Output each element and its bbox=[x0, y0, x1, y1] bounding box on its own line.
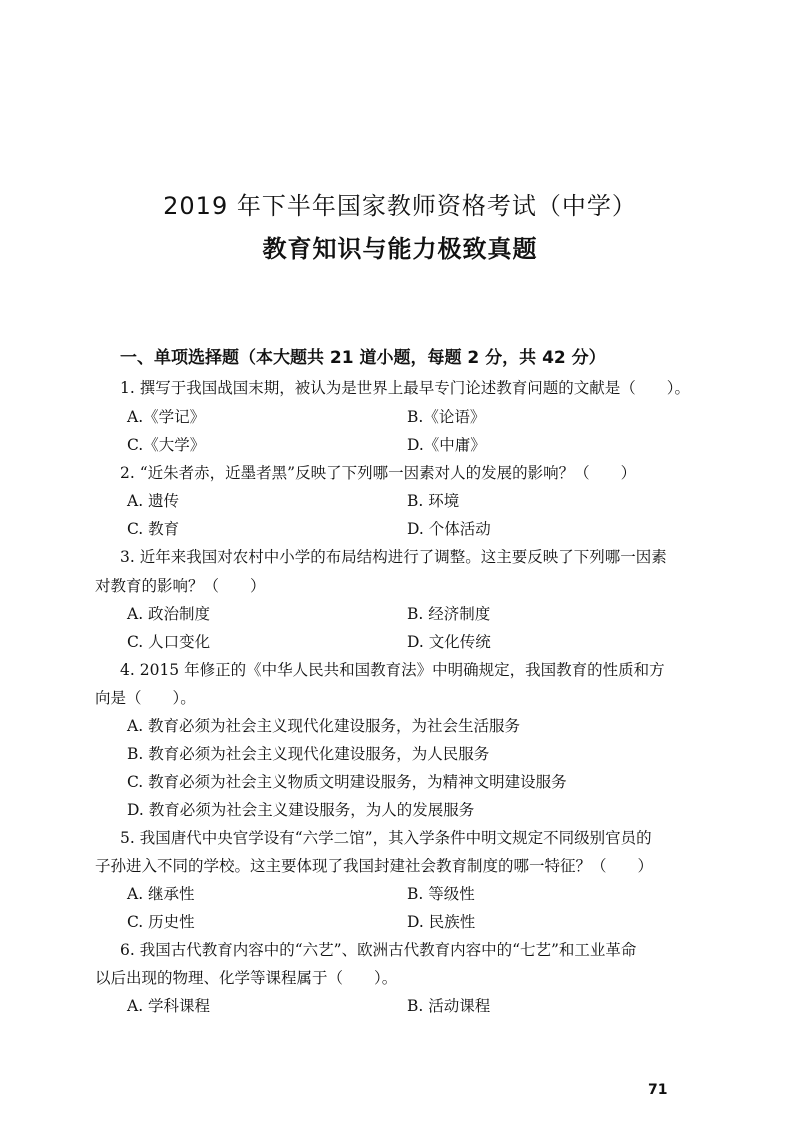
question-2-option-c: C. 教育 bbox=[127, 520, 180, 538]
question-1-option-d: D.《中庸》 bbox=[407, 436, 486, 454]
section-heading: 一、单项选择题（本大题共 21 道小题，每题 2 分，共 42 分） bbox=[120, 348, 606, 368]
page-number: 71 bbox=[648, 1082, 668, 1098]
question-2-option-d: D. 个体活动 bbox=[407, 520, 491, 538]
question-1-option-c: C.《大学》 bbox=[127, 436, 206, 454]
question-5-stem-line-2: 子孙进入不同的学校。这主要体现了我国封建社会教育制度的哪一特征？（ ） bbox=[95, 857, 654, 875]
question-2-option-b: B. 环境 bbox=[407, 492, 460, 510]
title-line-1: 2019 年下半年国家教师资格考试（中学） bbox=[163, 192, 637, 220]
question-1-option-b: B.《论语》 bbox=[407, 408, 486, 426]
question-3-option-d: D. 文化传统 bbox=[407, 633, 491, 651]
question-1-option-a: A.《学记》 bbox=[127, 408, 206, 426]
question-3-option-b: B. 经济制度 bbox=[407, 605, 491, 623]
question-5-stem-line-1: 5. 我国唐代中央官学设有“六学二馆”，其入学条件中明文规定不同级别官员的 bbox=[120, 829, 652, 847]
question-6-stem-line-2: 以后出现的物理、化学等课程属于（ ）。 bbox=[95, 969, 398, 987]
question-6-stem-line-1: 6. 我国古代教育内容中的“六艺”、欧洲古代教育内容中的“七艺”和工业革命 bbox=[120, 941, 637, 959]
question-2-option-a: A. 遗传 bbox=[127, 492, 180, 510]
question-3-stem-line-1: 3. 近年来我国对农村中小学的布局结构进行了调整。这主要反映了下列哪一因素 bbox=[120, 548, 667, 566]
question-1-stem: 1. 撰写于我国战国末期，被认为是世界上最早专门论述教育问题的文献是（ ）。 bbox=[120, 379, 690, 397]
question-5-option-a: A. 继承性 bbox=[127, 885, 195, 903]
question-4-option-a: A. 教育必须为社会主义现代化建设服务，为社会生活服务 bbox=[127, 717, 521, 735]
question-4-option-b: B. 教育必须为社会主义现代化建设服务，为人民服务 bbox=[127, 745, 490, 763]
title-line-2: 教育知识与能力极致真题 bbox=[262, 235, 538, 263]
question-5-option-d: D. 民族性 bbox=[407, 913, 476, 931]
question-3-stem-line-2: 对教育的影响？（ ） bbox=[95, 577, 266, 595]
question-2-stem: 2. “近朱者赤，近墨者黑”反映了下列哪一因素对人的发展的影响？（ ） bbox=[120, 464, 637, 482]
question-5-option-b: B. 等级性 bbox=[407, 885, 475, 903]
question-3-option-c: C. 人口变化 bbox=[127, 633, 211, 651]
question-4-stem-line-2: 向是（ ）。 bbox=[95, 689, 196, 707]
question-6-option-a: A. 学科课程 bbox=[127, 997, 211, 1015]
question-5-option-c: C. 历史性 bbox=[127, 913, 195, 931]
question-3-option-a: A. 政治制度 bbox=[127, 605, 211, 623]
question-4-stem-line-1: 4. 2015 年修正的《中华人民共和国教育法》中明确规定，我国教育的性质和方 bbox=[120, 661, 665, 679]
question-6-option-b: B. 活动课程 bbox=[407, 997, 491, 1015]
question-4-option-c: C. 教育必须为社会主义物质文明建设服务，为精神文明建设服务 bbox=[127, 773, 567, 791]
question-4-option-d: D. 教育必须为社会主义建设服务，为人的发展服务 bbox=[127, 801, 475, 819]
